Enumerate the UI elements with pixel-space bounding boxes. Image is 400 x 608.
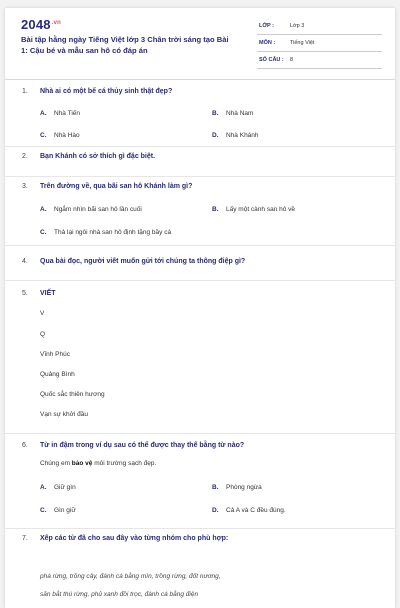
option-d[interactable]: [212, 132, 259, 139]
question-separator: [5, 176, 395, 177]
option-a[interactable]: [40, 206, 142, 213]
question-number: 7.: [22, 535, 28, 542]
option-a[interactable]: [40, 110, 80, 117]
option-text: Cả A và C đều đúng.: [226, 507, 286, 514]
option-text: Phòng ngừa: [226, 484, 262, 491]
option-c[interactable]: [40, 229, 171, 236]
meta-value: 8: [290, 57, 294, 63]
option-b[interactable]: [212, 110, 253, 117]
option-text: Nhà Khánh: [226, 132, 259, 139]
writing-line: Vĩnh Phúc: [40, 351, 70, 358]
option-letter: A.: [40, 110, 47, 117]
writing-line: V: [40, 310, 45, 317]
option-text: Nhà Nam: [226, 110, 254, 117]
question-separator: [5, 146, 395, 147]
writing-line: Q: [40, 331, 46, 338]
worksheet-page: [5, 8, 395, 608]
header-divider: [5, 79, 395, 80]
word-list-line: phá rừng, trồng cây, đánh cá bằng mìn, trồng rừng, đốt nương,: [40, 573, 221, 580]
question-number: 1.: [22, 88, 28, 95]
question-separator: [5, 280, 395, 281]
meta-value: Tiếng Việt: [290, 40, 315, 46]
question-text: Xếp các từ đã cho sau đây vào từng nhóm cho phù hợp:: [40, 535, 229, 542]
option-letter: D.: [212, 507, 219, 514]
logo-text: 2048: [21, 17, 51, 32]
question-text: Bạn Khánh có sở thích gì đặc biệt.: [40, 153, 156, 160]
option-letter: B.: [212, 110, 219, 117]
site-logo[interactable]: [21, 17, 61, 32]
option-c[interactable]: [40, 132, 80, 139]
meta-row-grade: [257, 18, 382, 35]
logo-suffix: .vn: [51, 19, 62, 26]
option-text: Ngắm nhìn bãi san hô lần cuối: [54, 206, 142, 213]
option-a[interactable]: [40, 484, 76, 491]
question-number: 5.: [22, 290, 28, 297]
meta-label: MÔN :: [259, 40, 276, 46]
option-letter: C.: [40, 507, 47, 514]
question-number: 6.: [22, 442, 28, 449]
option-letter: A.: [40, 484, 47, 491]
question-text: Từ in đậm trong ví dụ sau có thể được thay thế bằng từ nào?: [40, 442, 245, 449]
option-text: Nhà Tiến: [54, 110, 81, 117]
option-letter: C.: [40, 132, 47, 139]
question-text: VIẾT: [40, 290, 56, 297]
question-number: 3.: [22, 183, 28, 190]
meta-row-subject: [257, 35, 382, 52]
worksheet-title: Bài tập hằng ngày Tiếng Việt lớp 3 Chân trời sáng tạo Bài 1: Cậu bé và mẫu san hô có đáp án: [21, 35, 229, 55]
meta-label: SỐ CÂU :: [259, 57, 284, 63]
question-number: 2.: [22, 153, 28, 160]
question-separator: [5, 245, 395, 246]
question-text: Nhà ai có một bể cá thủy sinh thật đẹp?: [40, 88, 173, 95]
question-separator: [5, 528, 395, 529]
option-letter: A.: [40, 206, 47, 213]
worksheet-header: [5, 8, 395, 80]
question-number: 4.: [22, 258, 28, 265]
option-text: Nhà Hào: [54, 132, 80, 139]
option-b[interactable]: [212, 484, 262, 491]
option-b[interactable]: [212, 206, 295, 213]
question-text: Trên đường về, qua bãi san hô Khánh làm gì?: [40, 183, 193, 190]
option-text: Lấy một cành san hô về: [226, 206, 296, 213]
example-text: môi trường sạch đẹp.: [92, 460, 157, 467]
question-separator: [5, 433, 395, 434]
option-d[interactable]: [212, 507, 286, 514]
option-text: Thả lại ngôi nhà san hô định tặng bầy cá: [54, 229, 172, 236]
option-c[interactable]: [40, 507, 76, 514]
option-text: Gìn giữ: [54, 507, 76, 514]
example-text: Chúng em: [40, 460, 72, 467]
option-text: Giữ gìn: [54, 484, 76, 491]
writing-line: Quốc sắc thiên hương: [40, 391, 105, 398]
example-sentence: [40, 460, 156, 467]
meta-value: Lớp 3: [290, 23, 305, 29]
meta-label: LỚP :: [259, 23, 274, 29]
writing-line: Quảng Bình: [40, 371, 75, 378]
option-letter: B.: [212, 484, 219, 491]
question-text: Qua bài đọc, người viết muốn gửi tới chúng ta thông điệp gì?: [40, 258, 246, 265]
word-list-line: săn bắt thú rừng, phủ xanh đồi trọc, đánh cá bằng điện: [40, 591, 199, 598]
option-letter: D.: [212, 132, 219, 139]
worksheet-meta: [257, 18, 382, 69]
option-letter: B.: [212, 206, 219, 213]
meta-row-question-count: [257, 52, 382, 69]
example-bold-word: bảo vệ: [71, 460, 93, 467]
writing-line: Vạn sự khởi đầu: [40, 411, 89, 418]
option-letter: C.: [40, 229, 47, 236]
